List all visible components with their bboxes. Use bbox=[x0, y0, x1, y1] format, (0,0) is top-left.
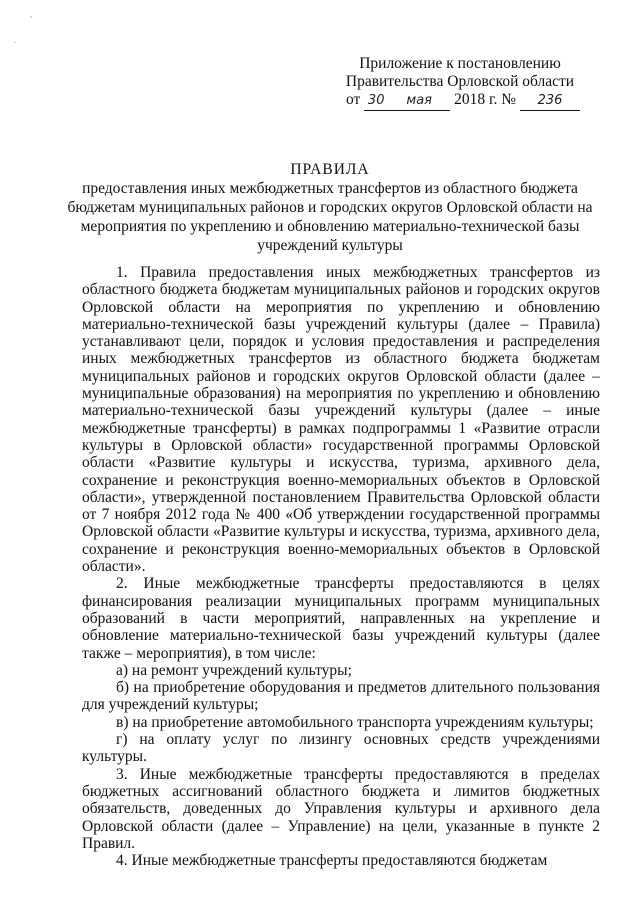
handwritten-month: мая bbox=[388, 92, 450, 111]
paragraph-1: 1. Правила предоставления иных межбюджетных трансфертов из областного бюджета бюджетам муниципальных районов и городских округов Орловской области на мероприятия по укреплению и обновлению материально-технической базы учреждений культуры (далее – Правила) устанавливают цели, порядок и условия предоставления и распределения иных межбюджетных трансфертов из областного бюджета бюджетам муниципальных районов и городских округов Орловской области (далее – муниципальные образования) на мероприятия по укреплению и обновлению материально-технической базы учреждений культуры (далее – иные межбюджетные трансферты) в рамках подпрограммы 1 «Развитие отрасли культуры в Орловской области» государственной программы Орловской области «Развитие культуры и искусства, туризма, архивного дела, сохранение и реконструкция военно-мемориальных объектов в Орловской области», утвержденной постановлением Правительства Орловской области от 7 ноября 2012 года № 400 «Об утверждении государственной программы Орловской области «Развитие культуры и искусства, туризма, архивного дела, сохранение и реконструкция военно-мемориальных объектов в Орловской области». bbox=[82, 264, 600, 576]
scan-mark: . bbox=[14, 36, 16, 45]
title-subtitle: предоставления иных межбюджетных трансфертов из областного бюджета бюджетам муниципальных районов и городских округов Орловской области на мероприятия по укреплению и обновлению материально-технической базы учреждений культуры bbox=[67, 180, 593, 254]
paragraph-4: 4. Иные межбюджетные трансферты предоставляются бюджетам bbox=[116, 852, 548, 870]
list-item-g: г) на оплату услуг по лизингу основных средств учреждениями культуры. bbox=[82, 731, 600, 766]
list-item-b: б) на приобретение оборудования и предметов длительного пользования для учреждений культуры; bbox=[82, 679, 600, 714]
handwritten-doc-number: 236 bbox=[520, 92, 580, 111]
document-body bbox=[82, 264, 600, 869]
list-item-v: в) на приобретение автомобильного транспорта учреждениям культуры; bbox=[116, 713, 594, 731]
document-title bbox=[60, 160, 600, 255]
appendix-line-1: Приложение к постановлению bbox=[359, 55, 561, 72]
date-prefix: от bbox=[346, 91, 361, 108]
list-item-a: а) на ремонт учреждений культуры; bbox=[116, 661, 352, 679]
title-main: ПРАВИЛА bbox=[290, 161, 370, 178]
appendix-header bbox=[340, 55, 580, 111]
resolution-date-line bbox=[340, 91, 580, 111]
paragraph-2: 2. Иные межбюджетные трансферты предоставляются в целях финансирования реализации муниципальных программ муниципальных образований в части мероприятий, направленных на укрепление и обновление материально-технической базы учреждений культуры (далее также – мероприятия), в том числе: bbox=[82, 575, 600, 662]
paragraph-3: 3. Иные межбюджетные трансферты предоставляются в пределах бюджетных ассигнований областного бюджета и лимитов бюджетных обязательств, доведенных до Управления культуры и архивного дела Орловской области (далее – Управление) на цели, указанные в пункте 2 Правил. bbox=[82, 765, 600, 852]
scan-mark: , bbox=[30, 10, 32, 19]
date-year: 2018 г. № bbox=[454, 91, 517, 108]
appendix-line-2: Правительства Орловской области bbox=[345, 73, 575, 90]
handwritten-day: 30 bbox=[364, 92, 388, 111]
